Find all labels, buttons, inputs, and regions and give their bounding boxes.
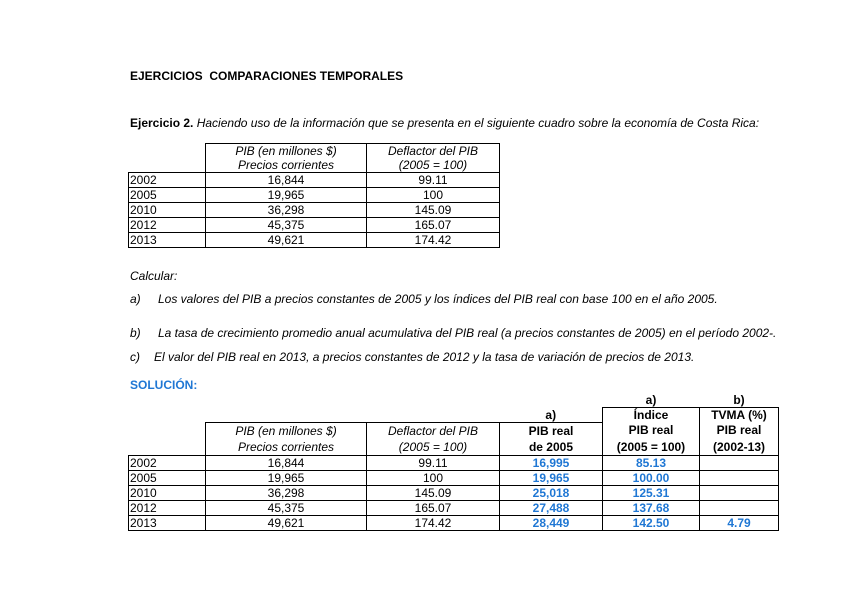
deflactor-cell: 174.42 [367, 515, 500, 530]
header-a-top: a) [645, 393, 657, 407]
header-pib-real-sub: de 2005 [500, 439, 603, 456]
year-cell: 2012 [129, 500, 206, 515]
tvma-cell [700, 470, 779, 485]
year-cell: 2010 [129, 203, 206, 218]
question-text: El valor del PIB real en 2013, a precios constantes de 2012 y la tasa de variación de precios de 2013. [154, 350, 695, 364]
question-a [130, 292, 718, 306]
year-cell: 2005 [129, 470, 206, 485]
data-table-1 [128, 143, 500, 248]
deflactor-cell: 145.09 [367, 203, 500, 218]
table-row [129, 515, 779, 530]
header-deflactor-sub: (2005 = 100) [367, 158, 500, 173]
deflactor-cell: 100 [367, 188, 500, 203]
header-deflactor-sub: (2005 = 100) [367, 439, 500, 456]
deflactor-cell: 165.07 [367, 218, 500, 233]
data-table-2 [128, 393, 779, 531]
header-pib-real: PIB real [500, 422, 603, 439]
indice-cell: 85.13 [603, 455, 700, 470]
pib-cell: 16,844 [206, 455, 367, 470]
table-row [129, 218, 500, 233]
pib-real-cell: 28,449 [500, 515, 603, 530]
table-row [129, 500, 779, 515]
header-b-top: b) [733, 393, 745, 407]
question-label: c) [130, 350, 140, 364]
table-row [129, 470, 779, 485]
header-deflactor: Deflactor del PIB [367, 422, 500, 439]
year-cell: 2005 [129, 188, 206, 203]
header-indice-sub: (2005 = 100) [603, 439, 700, 456]
table-row [129, 233, 500, 248]
table-row [129, 203, 500, 218]
deflactor-cell: 145.09 [367, 485, 500, 500]
header-a-real: a) [500, 408, 603, 423]
exercise-text: Haciendo uso de la información que se presenta en el siguiente cuadro sobre la economía de Costa Rica: [193, 116, 760, 130]
pib-cell: 45,375 [206, 500, 367, 515]
header-pib: PIB (en millones $) [206, 422, 367, 439]
indice-cell: 137.68 [603, 500, 700, 515]
pib-cell: 36,298 [206, 203, 367, 218]
pib-cell: 19,965 [206, 470, 367, 485]
deflactor-cell: 100 [367, 470, 500, 485]
header-tvma-pib: PIB real [700, 422, 779, 439]
question-text: Los valores del PIB a precios constantes de 2005 y los índices del PIB real con base 100 en el año 2005. [158, 292, 718, 306]
year-cell: 2002 [129, 455, 206, 470]
tvma-cell [700, 485, 779, 500]
question-label: a) [130, 292, 141, 306]
deflactor-cell: 99.11 [367, 173, 500, 188]
year-cell: 2012 [129, 218, 206, 233]
pib-cell: 49,621 [206, 233, 367, 248]
indice-cell: 142.50 [603, 515, 700, 530]
pib-cell: 49,621 [206, 515, 367, 530]
indice-cell: 100.00 [603, 470, 700, 485]
exercise-statement [130, 116, 759, 130]
indice-cell: 125.31 [603, 485, 700, 500]
tvma-cell [700, 455, 779, 470]
header-pib-sub: Precios corrientes [206, 439, 367, 456]
deflactor-cell: 99.11 [367, 455, 500, 470]
table-row [129, 173, 500, 188]
header-pib: PIB (en millones $) [206, 144, 367, 159]
pib-real-cell: 16,995 [500, 455, 603, 470]
header-indice-pib: PIB real [603, 422, 700, 439]
pib-cell: 45,375 [206, 218, 367, 233]
header-tvma: TVMA (%) [700, 408, 779, 423]
page-title: EJERCICIOS COMPARACIONES TEMPORALES [130, 69, 404, 83]
pib-real-cell: 25,018 [500, 485, 603, 500]
pib-real-cell: 27,488 [500, 500, 603, 515]
pib-cell: 19,965 [206, 188, 367, 203]
question-text: La tasa de crecimiento promedio anual acumulativa del PIB real (a precios constantes de 2005) en el período 2002-. [158, 326, 777, 340]
tvma-cell [700, 500, 779, 515]
header-deflactor: Deflactor del PIB [367, 144, 500, 159]
year-cell: 2013 [129, 233, 206, 248]
pib-real-cell: 19,965 [500, 470, 603, 485]
exercise-label: Ejercicio 2. [130, 116, 194, 130]
calc-label: Calcular: [130, 269, 178, 283]
header-indice: Índice [603, 408, 700, 423]
header-tvma-sub: (2002-13) [700, 439, 779, 456]
year-cell: 2010 [129, 485, 206, 500]
year-cell: 2002 [129, 173, 206, 188]
header-pib-sub: Precios corrientes [206, 158, 367, 173]
table-row [129, 188, 500, 203]
table-row [129, 485, 779, 500]
year-cell: 2013 [129, 515, 206, 530]
deflactor-cell: 174.42 [367, 233, 500, 248]
question-label: b) [130, 326, 141, 340]
question-b [130, 326, 776, 340]
pib-cell: 16,844 [206, 173, 367, 188]
table-row [129, 455, 779, 470]
tvma-cell: 4.79 [700, 515, 779, 530]
question-c [130, 350, 694, 364]
pib-cell: 36,298 [206, 485, 367, 500]
solution-heading: SOLUCIÓN: [130, 378, 198, 392]
deflactor-cell: 165.07 [367, 500, 500, 515]
